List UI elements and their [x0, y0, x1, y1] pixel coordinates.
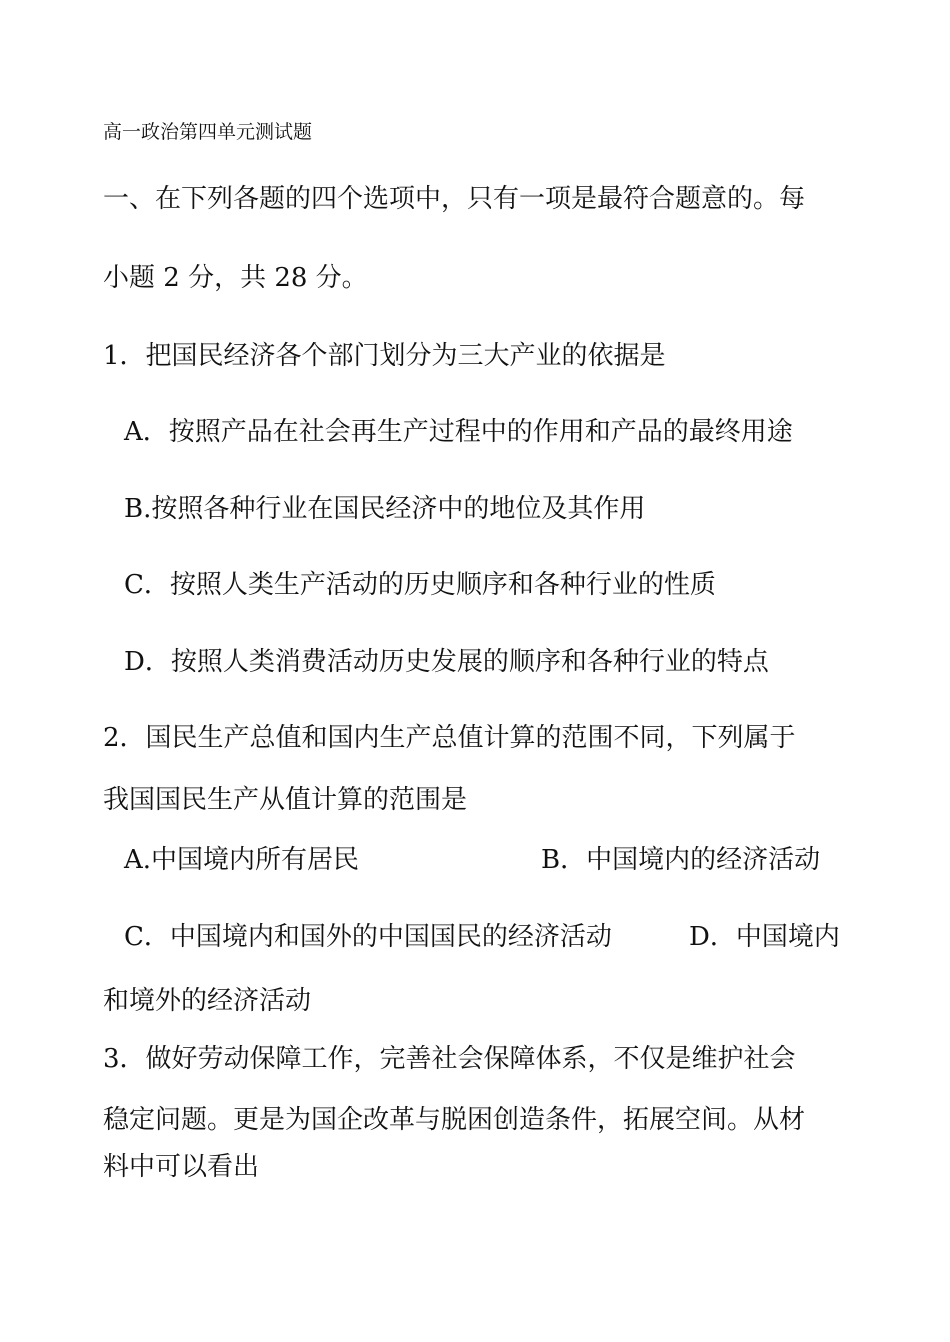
question-2-option-c: C．中国境内和国外的中国国民的经济活动 — [124, 922, 612, 952]
question-1-option-d: D．按照人类消费活动历史发展的顺序和各种行业的特点 — [124, 647, 769, 677]
question-2-stem-line-2: 我国国民生产从值计算的范围是 — [103, 785, 468, 815]
question-3-stem-line-2: 稳定问题。更是为国企改革与脱困创造条件，拓展空间。从材 — [103, 1105, 806, 1135]
question-3-stem-line-1: 3．做好劳动保障工作，完善社会保障体系，不仅是维护社会 — [103, 1044, 796, 1074]
question-1-option-b: B.按照各种行业在国民经济中的地位及其作用 — [124, 494, 646, 524]
question-2-option-d-continued: 和境外的经济活动 — [103, 986, 312, 1016]
question-1-option-a: A．按照产品在社会再生产过程中的作用和产品的最终用途 — [124, 417, 793, 447]
document-title: 高一政治第四单元测试题 — [103, 121, 313, 143]
question-3-stem-line-3: 料中可以看出 — [103, 1152, 260, 1182]
question-2-option-b: B．中国境内的经济活动 — [541, 845, 821, 875]
question-1-stem: 1．把国民经济各个部门划分为三大产业的依据是 — [103, 341, 666, 371]
question-2-stem-line-1: 2．国民生产总值和国内生产总值计算的范围不同，下列属于 — [103, 723, 796, 753]
question-2-option-a: A.中国境内所有居民 — [124, 845, 360, 875]
section-heading-line-2: 小题 2 分，共 28 分。 — [103, 263, 368, 293]
question-2-option-d: D．中国境内 — [689, 922, 840, 952]
section-heading-line-1: 一、在下列各题的四个选项中，只有一项是最符合题意的。每 — [103, 184, 806, 214]
question-1-option-c: C．按照人类生产活动的历史顺序和各种行业的性质 — [124, 570, 716, 600]
